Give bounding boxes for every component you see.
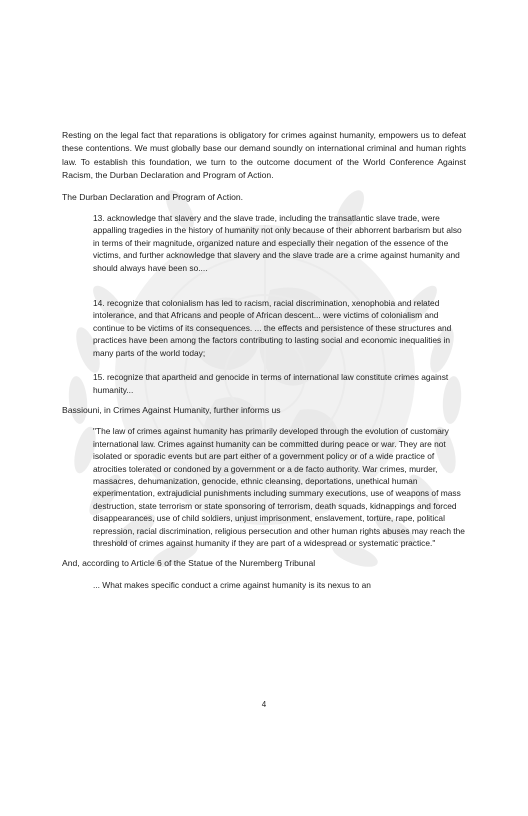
page-content — [62, 129, 466, 591]
durban-quote-14: 14. recognize that colonialism has led to racism, racial discrimination, xenophobia and related intolerance, and that Africans and people of African descent... were victims of colonialism and continue to be victims of its consequences. ... the effects and persistence of these structures and practices have been among the factors contributing to lasting social and economic inequalities in many parts of the world today; — [93, 298, 452, 358]
bassiouni-quote: "The law of crimes against humanity has primarily developed through the evolution of customary international law. Crimes against humanity can be committed during peace or war. They are not isolated or sporadic events but are part either of a government policy or of a wide practice of atrocities tolerated or condoned by a government or a de facto authority. War crimes, murder, massacres, dehumanization, genocide, ethnic cleansing, deportations, unethical human experimentation, extrajudicial punishments including summary executions, use of weapons of mass destruction, state terrorism or state sponsoring of terrorism, death squads, kidnappings and forced disappearances, use of child soldiers, unjust imprisonment, enslavement, torture, rape, political repression, racial discrimination, religious persecution and other human rights abuses may reach the threshold of crimes against humanity if they are part of a widespread or systematic practice." — [93, 426, 465, 548]
durban-quote-15: 15. recognize that apartheid and genocide in terms of international law constitute crimes against humanity... — [93, 372, 449, 395]
bassiouni-heading: Bassiouni, in Crimes Against Humanity, further informs us — [62, 404, 281, 415]
durban-heading: The Durban Declaration and Program of Action. — [62, 191, 244, 202]
nuremberg-heading: And, according to Article 6 of the Statue of the Nuremberg Tribunal — [62, 558, 316, 569]
page-number: 4 — [261, 700, 267, 709]
durban-quote-13: 13. acknowledge that slavery and the slave trade, including the transatlantic slave trade, were appalling tragedies in the history of humanity not only because of their abhorrent barbarism but also in terms of their magnitude, organized nature and especially their negation of the essence of the victims, and further acknowledge that slavery and the slave trade are a crime against humanity and should always have been so.... — [93, 213, 462, 273]
nuremberg-quote: ... What makes specific conduct a crime against humanity is its nexus to an — [93, 579, 371, 590]
intro-paragraph: Resting on the legal fact that reparations is obligatory for crimes against humanity, empowers us to defeat these contentions. We must globally base our demand soundly on international criminal and human rights law. To establish this foundation, we turn to the outcome document of the World Conference Against Racism, the Durban Declaration and Program of Action. — [62, 130, 466, 181]
